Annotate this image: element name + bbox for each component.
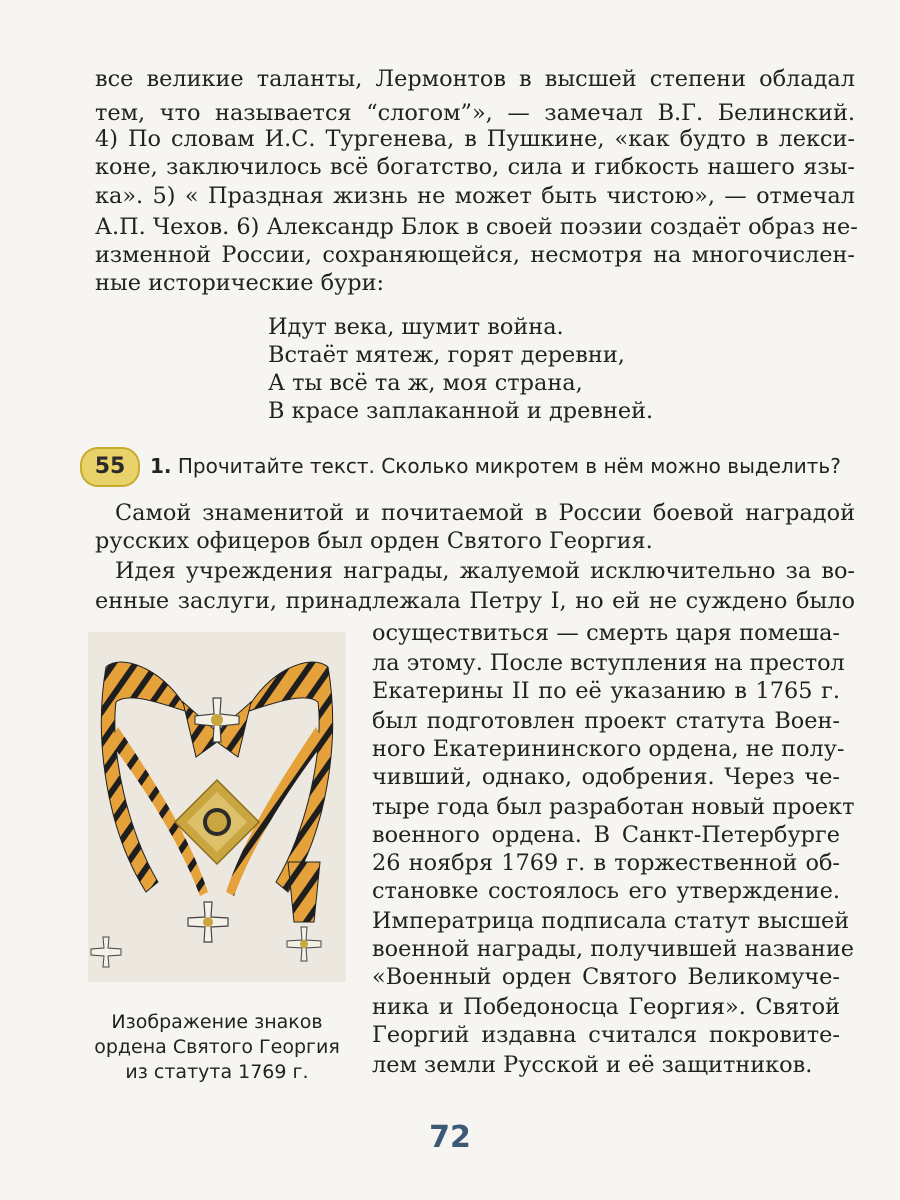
caption-line: ордена Святого Георгия [94,1036,340,1058]
exercise-number-badge: 55 [80,447,140,487]
column-text-line: становке состоялось его утверждение. [372,878,840,904]
top-paragraph-line: тем, что называется “слогом”», — замечал В.Г. Белинский. [95,100,855,126]
column-text-line: лем земли Русской и её защитников. [372,1052,813,1078]
top-paragraph-line: А.П. Чехов. 6) Александр Блок в своей поэзии создаёт образ не- [95,214,858,240]
task-text: Прочитайте текст. Сколько микротем в нём можно выделить? [171,454,841,478]
figure-caption [88,1010,346,1085]
top-paragraph-line: изменной России, сохраняющейся, несмотря на многочислен- [95,242,855,268]
column-text-line: чивший, однако, одобрения. Через че- [372,764,840,790]
column-text-line: Екатерины II по её указанию в 1765 г. [372,678,840,704]
task-number: 1. [150,454,172,478]
caption-line: Изображение знаков [111,1011,323,1033]
top-paragraph-line: ка». 5) « Праздная жизнь не может быть чистою», — отмечал [95,183,855,209]
text-line: Идея учреждения награды, жалуемой исключительно за во- [115,558,855,584]
column-text-line: ного Екатерининского ордена, не полу- [372,736,845,762]
text-line: Самой знаменитой и почитаемой в России боевой наградой [115,500,855,526]
column-text-line: 26 ноября 1769 г. в торжественной об- [372,850,840,876]
text-line: русских офицеров был орден Святого Георгия. [95,528,653,554]
page-number: 72 [429,1120,471,1155]
column-text-line: военной награды, получившей название [372,936,855,962]
column-text-line: был подготовлен проект статута Воен- [372,708,840,734]
column-text-line: ла этому. После вступления на престол [372,650,845,676]
column-text-line: ника и Победоносца Георгия». Святой [372,994,840,1020]
poem-line: В красе заплаканной и древней. [268,398,654,424]
column-text-line: Императрица подписала статут высшей [372,908,850,934]
poem-line: А ты всё та ж, моя страна, [268,370,583,396]
task-instruction [150,452,841,480]
column-text-line: осуществиться — смерть царя помеша- [372,620,840,646]
top-paragraph-line: коне, заключилось всё богатство, сила и гибкость нашего язы- [95,154,855,180]
poem-line: Идут века, шумит война. [268,314,564,340]
column-text-line: Георгий издавна считался покровите- [372,1022,840,1048]
column-text-line: военного ордена. В Санкт-Петербурге [372,822,840,848]
top-paragraph-line: 4) По словам И.С. Тургенева, в Пушкине, «как будто в лекси- [95,126,855,152]
text-line: енные заслуги, принадлежала Петру I, но ей не суждено было [95,588,855,614]
order-insignia-image [88,632,346,982]
column-text-line: «Военный орден Святого Великомуче- [372,964,840,990]
column-text-line: тыре года был разработан новый проект [372,794,855,820]
order-insignia-illustration [88,632,346,982]
top-paragraph-line: ные исторические бури: [95,270,385,296]
top-paragraph-line: все великие таланты, Лермонтов в высшей степени обладал [95,66,855,92]
caption-line: из статута 1769 г. [125,1061,309,1083]
poem-line: Встаёт мятеж, горят деревни, [268,342,625,368]
